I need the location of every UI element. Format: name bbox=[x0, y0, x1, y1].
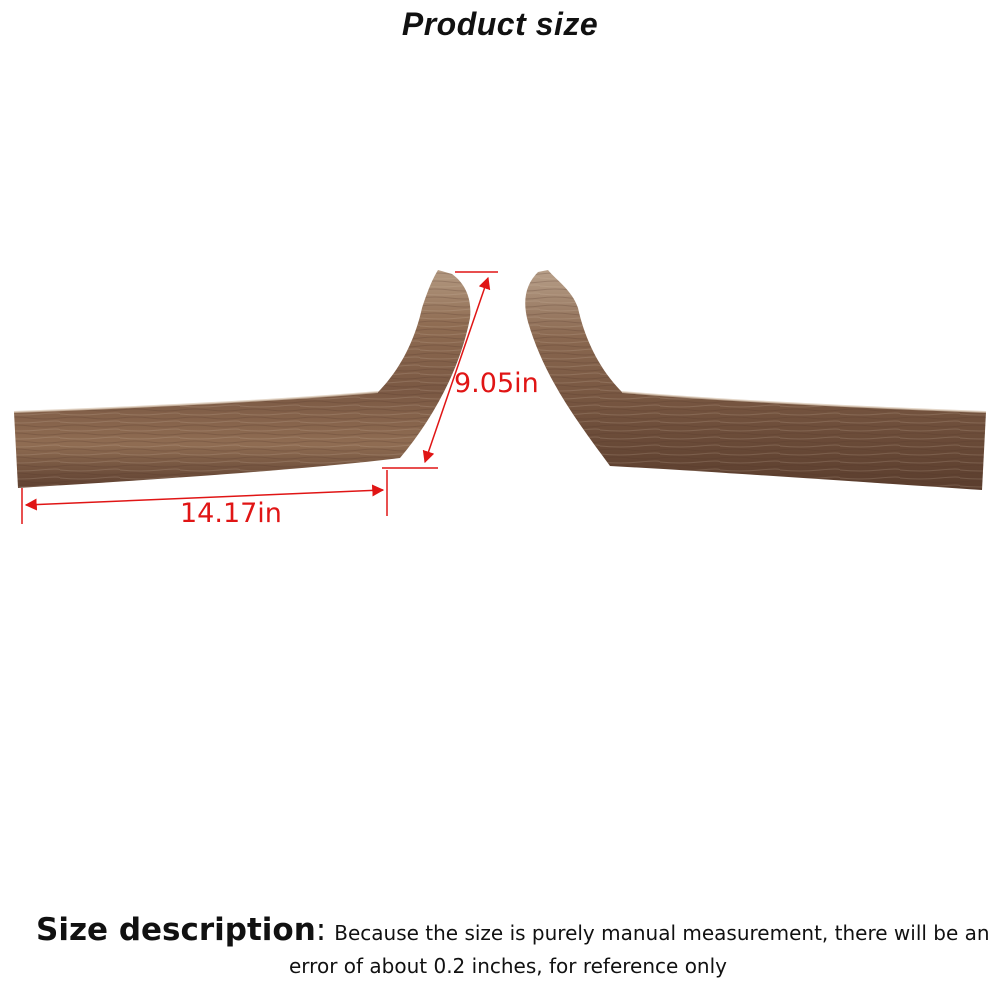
page-title: Product size bbox=[401, 6, 599, 42]
size-description bbox=[36, 912, 990, 978]
size-description-label: Size description bbox=[36, 912, 316, 948]
size-description-text-line1: Because the size is purely manual measurement, there will be an bbox=[334, 921, 990, 945]
size-description-text-line2: error of about 0.2 inches, for reference only bbox=[289, 954, 727, 978]
left-trim-piece bbox=[14, 270, 470, 488]
size-description-colon: : bbox=[315, 912, 327, 948]
right-trim-piece bbox=[525, 270, 986, 490]
width-dimension-label: 14.17in bbox=[180, 498, 282, 529]
height-dimension-label: 9.05in bbox=[454, 368, 539, 399]
